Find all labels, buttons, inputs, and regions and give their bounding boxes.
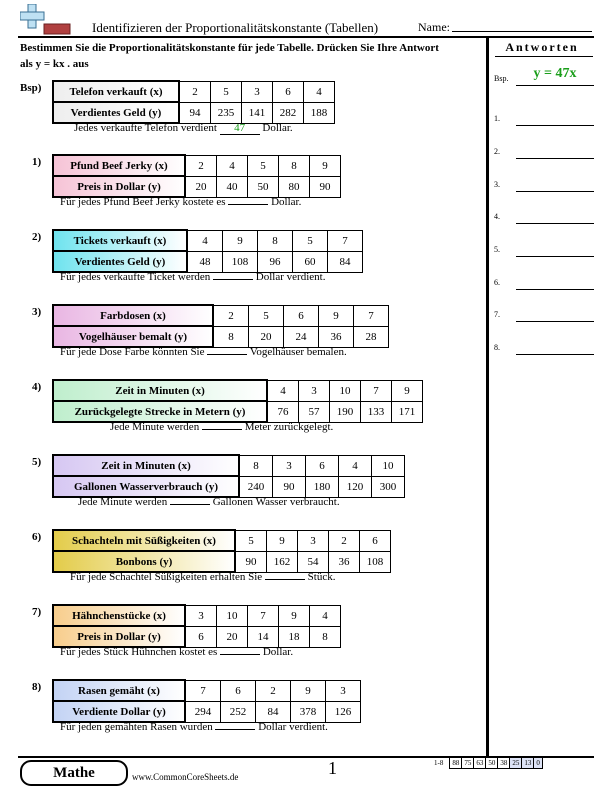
name-label: Name: bbox=[418, 20, 450, 34]
x-label: Farbdosen (x) bbox=[53, 305, 213, 326]
x-label: Pfund Beef Jerky (x) bbox=[53, 155, 185, 176]
x-label: Telefon verkauft (x) bbox=[53, 81, 179, 102]
answer-field[interactable] bbox=[516, 256, 594, 257]
problem-sentence bbox=[74, 122, 293, 135]
score-cell: 88 bbox=[450, 758, 462, 769]
sentence-end: Dollar verdient. bbox=[255, 271, 326, 283]
subject-badge: Mathe bbox=[20, 760, 128, 786]
y-value-cell: 108 bbox=[360, 551, 391, 572]
y-value-cell: 282 bbox=[273, 102, 304, 123]
problem-number: 3) bbox=[32, 306, 42, 318]
y-value-cell: 14 bbox=[248, 626, 279, 647]
x-value-cell: 3 bbox=[298, 530, 329, 551]
problem-table bbox=[52, 304, 389, 348]
problem-number: 2) bbox=[32, 231, 42, 243]
table-row-y bbox=[53, 476, 405, 497]
x-value-cell: 9 bbox=[310, 155, 341, 176]
x-value-cell: 2 bbox=[256, 680, 291, 701]
sentence-start: Jedes verkaufte Telefon verdient bbox=[74, 122, 217, 134]
y-value-cell: 84 bbox=[328, 251, 363, 272]
table-row-y bbox=[53, 401, 423, 422]
y-value-cell: 190 bbox=[330, 401, 361, 422]
answer-blank[interactable] bbox=[213, 279, 253, 280]
x-value-cell: 4 bbox=[267, 380, 299, 401]
x-value-cell: 7 bbox=[361, 380, 392, 401]
answer-label: 3. bbox=[494, 180, 500, 189]
instructions-line-1: Bestimmen Sie die Proportionalitätskonstante für jede Tabelle. Drücken Sie Ihre Antwort bbox=[20, 42, 439, 54]
x-value-cell: 6 bbox=[306, 455, 339, 476]
x-value-cell: 3 bbox=[185, 605, 217, 626]
x-label: Zeit in Minuten (x) bbox=[53, 455, 239, 476]
x-label: Zeit in Minuten (x) bbox=[53, 380, 267, 401]
x-value-cell: 3 bbox=[273, 455, 306, 476]
score-cell: 25 bbox=[510, 758, 522, 769]
y-value-cell: 36 bbox=[329, 551, 360, 572]
answer-blank[interactable] bbox=[207, 354, 247, 355]
problem-number: 4) bbox=[32, 381, 42, 393]
column-divider bbox=[486, 36, 489, 756]
sentence-end: Dollar verdient. bbox=[258, 721, 328, 733]
x-value-cell: 2 bbox=[179, 81, 211, 102]
y-value-cell: 76 bbox=[267, 401, 299, 422]
x-value-cell: 5 bbox=[293, 230, 328, 251]
y-label: Verdientes Geld (y) bbox=[53, 102, 179, 123]
plus-logo-icon bbox=[20, 4, 72, 36]
table-row-y bbox=[53, 176, 341, 197]
y-value-cell: 60 bbox=[293, 251, 328, 272]
answer-row bbox=[494, 145, 594, 159]
answer-row bbox=[494, 341, 594, 355]
problem-sentence bbox=[60, 271, 325, 283]
problem-number: 5) bbox=[32, 456, 42, 468]
answer-row bbox=[494, 178, 594, 192]
answer-field[interactable] bbox=[516, 85, 594, 86]
y-label: Preis in Dollar (y) bbox=[53, 626, 185, 647]
table-row-x bbox=[53, 155, 341, 176]
score-cell: 75 bbox=[462, 758, 474, 769]
table-row-x bbox=[53, 680, 361, 701]
x-value-cell: 7 bbox=[185, 680, 221, 701]
problem-sentence bbox=[60, 196, 301, 208]
score-cell: 0 bbox=[534, 758, 543, 769]
x-label: Tickets verkauft (x) bbox=[53, 230, 187, 251]
x-value-cell: 7 bbox=[328, 230, 363, 251]
y-value-cell: 50 bbox=[248, 176, 279, 197]
y-label: Verdiente Dollar (y) bbox=[53, 701, 185, 722]
x-value-cell: 9 bbox=[291, 680, 326, 701]
score-cell: 50 bbox=[486, 758, 498, 769]
page-title: Identifizieren der Proportionalitätskonstante (Tabellen) bbox=[92, 20, 379, 35]
problem-number: 1) bbox=[32, 156, 42, 168]
problem-number: Bsp) bbox=[20, 82, 42, 94]
y-value-cell: 126 bbox=[326, 701, 361, 722]
x-value-cell: 4 bbox=[304, 81, 335, 102]
x-value-cell: 2 bbox=[213, 305, 249, 326]
sentence-start: Jede Minute werden bbox=[78, 496, 168, 508]
table-row-x bbox=[53, 605, 341, 626]
y-value-cell: 36 bbox=[319, 326, 354, 347]
x-value-cell: 7 bbox=[354, 305, 389, 326]
problem-sentence bbox=[60, 646, 293, 658]
sentence-end: Dollar. bbox=[262, 122, 293, 134]
sentence-end: Dollar. bbox=[271, 196, 302, 208]
x-value-cell: 5 bbox=[248, 155, 279, 176]
x-value-cell: 5 bbox=[235, 530, 267, 551]
x-value-cell: 6 bbox=[360, 530, 391, 551]
x-value-cell: 2 bbox=[185, 155, 217, 176]
x-value-cell: 7 bbox=[248, 605, 279, 626]
x-value-cell: 3 bbox=[326, 680, 361, 701]
x-value-cell: 6 bbox=[284, 305, 319, 326]
score-range-label: 1-8 bbox=[434, 759, 444, 767]
answer-row bbox=[494, 243, 594, 257]
answer-blank[interactable] bbox=[202, 429, 242, 430]
table-row-x bbox=[53, 455, 405, 476]
y-value-cell: 90 bbox=[273, 476, 306, 497]
score-cell: 63 bbox=[474, 758, 486, 769]
x-value-cell: 3 bbox=[242, 81, 273, 102]
x-value-cell: 9 bbox=[319, 305, 354, 326]
x-value-cell: 5 bbox=[249, 305, 284, 326]
sentence-end: Dollar. bbox=[262, 646, 294, 658]
problem-table bbox=[52, 604, 341, 648]
answer-field[interactable] bbox=[516, 289, 594, 290]
answer-row bbox=[494, 112, 594, 126]
name-input-line[interactable] bbox=[452, 31, 592, 32]
x-value-cell: 10 bbox=[372, 455, 405, 476]
table-row-y bbox=[53, 251, 363, 272]
x-value-cell: 6 bbox=[273, 81, 304, 102]
y-value-cell: 240 bbox=[239, 476, 273, 497]
y-value-cell: 24 bbox=[284, 326, 319, 347]
problem-sentence bbox=[110, 421, 333, 433]
y-value-cell: 162 bbox=[267, 551, 298, 572]
x-value-cell: 2 bbox=[329, 530, 360, 551]
site-url: www.CommonCoreSheets.de bbox=[132, 772, 239, 782]
problem-sentence bbox=[60, 346, 347, 358]
y-value-cell: 8 bbox=[213, 326, 249, 347]
x-value-cell: 10 bbox=[217, 605, 248, 626]
answer-value: y = 47x bbox=[533, 66, 577, 81]
answer-row bbox=[494, 66, 594, 86]
table-row-x bbox=[53, 530, 391, 551]
answer-row bbox=[494, 276, 594, 290]
y-value-cell: 235 bbox=[211, 102, 242, 123]
y-value-cell: 294 bbox=[185, 701, 221, 722]
answer-blank[interactable]: 47 bbox=[220, 122, 260, 135]
x-value-cell: 9 bbox=[279, 605, 310, 626]
top-divider bbox=[18, 36, 594, 38]
sentence-start: Für jede Schachtel Süßigkeiten erhalten Sie bbox=[70, 571, 263, 583]
table-row-x bbox=[53, 380, 423, 401]
sentence-start: Für jeden gemähten Rasen wurden bbox=[60, 721, 213, 733]
problem-table bbox=[52, 454, 405, 498]
instructions bbox=[20, 40, 482, 72]
y-value-cell: 57 bbox=[299, 401, 330, 422]
x-value-cell: 8 bbox=[258, 230, 293, 251]
score-cell: 38 bbox=[498, 758, 510, 769]
x-value-cell: 4 bbox=[310, 605, 341, 626]
sentence-end: Vogelhäuser bemalen. bbox=[249, 346, 347, 358]
answer-row bbox=[494, 210, 594, 224]
instructions-line-2: als y = kx . aus bbox=[20, 58, 89, 70]
problem-sentence bbox=[60, 721, 328, 733]
problem-table bbox=[52, 379, 423, 423]
problem-table bbox=[52, 679, 361, 723]
sentence-start: Für jedes verkaufte Ticket werden bbox=[60, 271, 211, 283]
x-value-cell: 4 bbox=[217, 155, 248, 176]
sentence-start: Jede Minute werden bbox=[110, 421, 200, 433]
table-row-y bbox=[53, 701, 361, 722]
problem-sentence bbox=[78, 496, 340, 508]
x-label: Schachteln mit Süßigkeiten (x) bbox=[53, 530, 235, 551]
y-value-cell: 90 bbox=[310, 176, 341, 197]
y-value-cell: 378 bbox=[291, 701, 326, 722]
answer-field[interactable] bbox=[516, 125, 594, 126]
y-value-cell: 108 bbox=[223, 251, 258, 272]
y-value-cell: 6 bbox=[185, 626, 217, 647]
x-value-cell: 9 bbox=[267, 530, 298, 551]
problem-table bbox=[52, 529, 391, 573]
table-row-y bbox=[53, 326, 389, 347]
problem-sentence bbox=[70, 571, 335, 583]
y-label: Gallonen Wasserverbrauch (y) bbox=[53, 476, 239, 497]
answer-label: 5. bbox=[494, 245, 500, 254]
y-value-cell: 28 bbox=[354, 326, 389, 347]
x-value-cell: 3 bbox=[299, 380, 330, 401]
problem-number: 8) bbox=[32, 681, 42, 693]
sentence-end: Stück. bbox=[307, 571, 336, 583]
x-label: Hähnchenstücke (x) bbox=[53, 605, 185, 626]
table-row-y bbox=[53, 102, 335, 123]
y-value-cell: 252 bbox=[221, 701, 256, 722]
problem-table bbox=[52, 154, 341, 198]
sentence-start: Für jedes Pfund Beef Jerky kostete es bbox=[60, 196, 226, 208]
sentence-start: Für jedes Stück Hühnchen kostet es bbox=[60, 646, 218, 658]
answer-field[interactable] bbox=[516, 321, 594, 322]
y-value-cell: 188 bbox=[304, 102, 335, 123]
problem-number: 7) bbox=[32, 606, 42, 618]
x-value-cell: 6 bbox=[221, 680, 256, 701]
answer-field[interactable] bbox=[516, 223, 594, 224]
y-value-cell: 40 bbox=[217, 176, 248, 197]
answer-blank[interactable] bbox=[170, 504, 210, 505]
x-value-cell: 9 bbox=[392, 380, 423, 401]
answer-row bbox=[494, 308, 594, 322]
answer-blank[interactable] bbox=[265, 579, 305, 580]
y-value-cell: 180 bbox=[306, 476, 339, 497]
y-value-cell: 120 bbox=[339, 476, 372, 497]
y-value-cell: 20 bbox=[185, 176, 217, 197]
y-value-cell: 54 bbox=[298, 551, 329, 572]
answer-label: 1. bbox=[494, 114, 500, 123]
x-label: Rasen gemäht (x) bbox=[53, 680, 185, 701]
table-row-y bbox=[53, 626, 341, 647]
y-value-cell: 8 bbox=[310, 626, 341, 647]
page-number: 1 bbox=[328, 758, 337, 778]
sentence-end: Meter zurückgelegt. bbox=[244, 421, 334, 433]
y-value-cell: 90 bbox=[235, 551, 267, 572]
table-row-x bbox=[53, 81, 335, 102]
y-value-cell: 300 bbox=[372, 476, 405, 497]
sentence-start: Für jede Dose Farbe könnten Sie bbox=[60, 346, 205, 358]
answer-field[interactable] bbox=[516, 354, 594, 355]
table-row-y bbox=[53, 551, 391, 572]
y-value-cell: 20 bbox=[217, 626, 248, 647]
y-value-cell: 80 bbox=[279, 176, 310, 197]
answer-blank[interactable] bbox=[220, 654, 260, 655]
y-value-cell: 94 bbox=[179, 102, 211, 123]
answer-label: 6. bbox=[494, 278, 500, 287]
problem-table bbox=[52, 229, 363, 273]
y-label: Preis in Dollar (y) bbox=[53, 176, 185, 197]
answers-title: Antworten bbox=[505, 40, 579, 54]
table-row-x bbox=[53, 230, 363, 251]
y-value-cell: 141 bbox=[242, 102, 273, 123]
y-value-cell: 20 bbox=[249, 326, 284, 347]
x-value-cell: 4 bbox=[339, 455, 372, 476]
y-label: Zurückgelegte Strecke in Metern (y) bbox=[53, 401, 267, 422]
y-label: Bonbons (y) bbox=[53, 551, 235, 572]
x-value-cell: 9 bbox=[223, 230, 258, 251]
answer-label: 7. bbox=[494, 310, 500, 319]
score-cell: 13 bbox=[522, 758, 534, 769]
score-table bbox=[432, 757, 543, 769]
answer-label: 2. bbox=[494, 147, 500, 156]
answer-blank[interactable] bbox=[228, 204, 268, 205]
answer-field[interactable] bbox=[516, 191, 594, 192]
y-value-cell: 171 bbox=[392, 401, 423, 422]
y-value-cell: 133 bbox=[361, 401, 392, 422]
answer-field[interactable] bbox=[516, 158, 594, 159]
y-value-cell: 84 bbox=[256, 701, 291, 722]
answer-label: 8. bbox=[494, 343, 500, 352]
sentence-end: Gallonen Wasser verbraucht. bbox=[212, 496, 340, 508]
x-value-cell: 4 bbox=[187, 230, 223, 251]
answer-blank[interactable] bbox=[215, 729, 255, 730]
y-label: Vogelhäuser bemalt (y) bbox=[53, 326, 213, 347]
y-value-cell: 18 bbox=[279, 626, 310, 647]
problem-number: 6) bbox=[32, 531, 42, 543]
table-row-x bbox=[53, 305, 389, 326]
x-value-cell: 5 bbox=[211, 81, 242, 102]
y-label: Verdientes Geld (y) bbox=[53, 251, 187, 272]
answer-label: Bsp. bbox=[494, 74, 509, 83]
x-value-cell: 8 bbox=[239, 455, 273, 476]
answers-title-underline bbox=[495, 56, 593, 57]
problem-table bbox=[52, 80, 335, 124]
x-value-cell: 8 bbox=[279, 155, 310, 176]
x-value-cell: 10 bbox=[330, 380, 361, 401]
y-value-cell: 48 bbox=[187, 251, 223, 272]
y-value-cell: 96 bbox=[258, 251, 293, 272]
answer-label: 4. bbox=[494, 212, 500, 221]
